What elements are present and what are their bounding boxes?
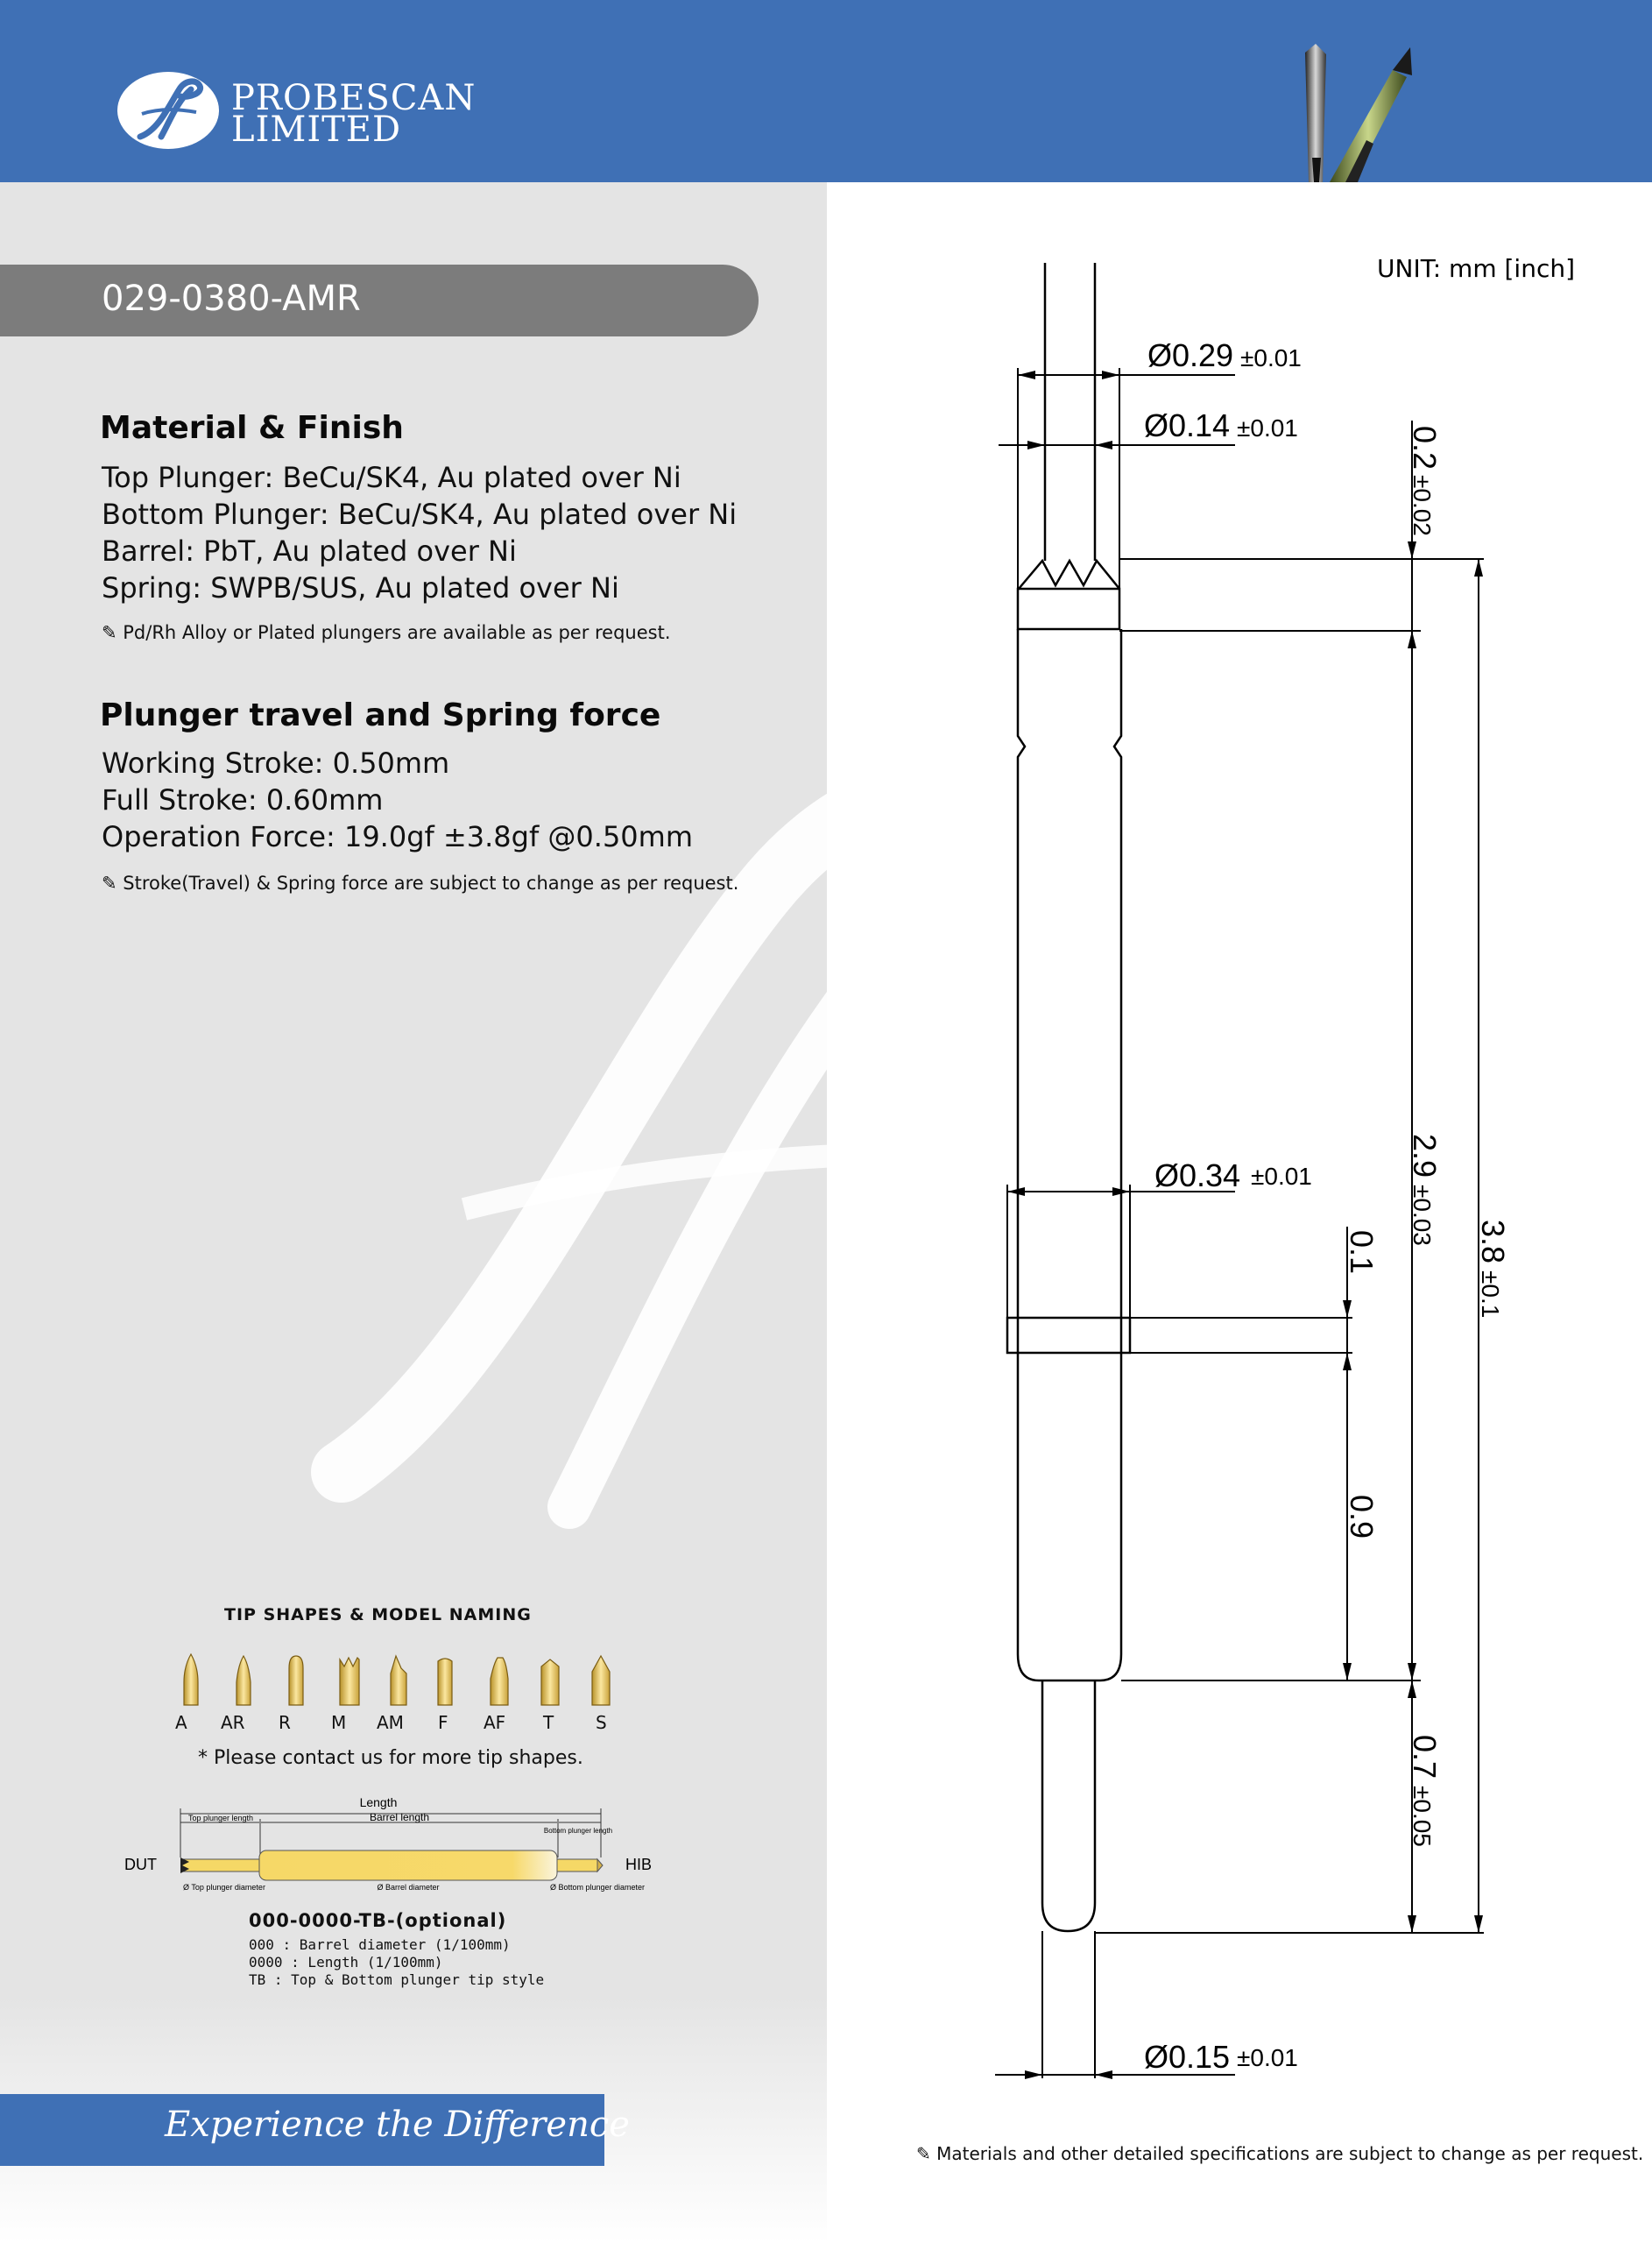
tip-label: AR	[221, 1712, 245, 1733]
company-name-line2: LIMITED	[231, 110, 402, 150]
tip-label: R	[279, 1712, 291, 1733]
footer-note: ✎ Materials and other detailed specifications are subject to change as per request.	[916, 2143, 1644, 2164]
company-name	[231, 78, 477, 150]
tip-f-icon	[438, 1659, 452, 1705]
tip-ar-icon	[237, 1656, 251, 1705]
unit-label: UNIT: mm [inch]	[1377, 254, 1576, 283]
tip-af-icon	[491, 1658, 508, 1705]
dim-total-length-value: 3.8	[1475, 1220, 1511, 1264]
material-title: Material & Finish	[100, 410, 404, 446]
dim-d4-tol: ±0.01	[1237, 2044, 1298, 2071]
tip-label: AM	[377, 1712, 404, 1733]
company-name-line1: PROBESCAN	[231, 78, 477, 118]
tip-r-icon	[289, 1656, 303, 1705]
tip-label: F	[438, 1712, 448, 1733]
travel-note: ✎ Stroke(Travel) & Spring force are subject to change as per request.	[102, 873, 739, 894]
tip-shapes-note: * Please contact us for more tip shapes.	[198, 1747, 583, 1769]
tip-label: S	[596, 1712, 607, 1733]
tip-m-icon	[340, 1658, 359, 1705]
probescan-logo-icon	[116, 68, 221, 152]
model-code-line: 0000 : Length (1/100mm)	[249, 1954, 443, 1971]
material-note: ✎ Pd/Rh Alloy or Plated plungers are available as per request.	[102, 622, 671, 643]
naming-top-length-label: Top plunger length	[187, 1814, 254, 1822]
header-banner	[0, 0, 1652, 182]
material-line: Spring: SWPB/SUS, Au plated over Ni	[102, 571, 619, 605]
dim-tip-length-value: 0.2	[1407, 426, 1443, 471]
tip-shapes-title: TIP SHAPES & MODEL NAMING	[224, 1605, 532, 1624]
tip-s-icon	[592, 1656, 610, 1705]
dim-ring-value: 0.1	[1344, 1230, 1380, 1275]
tip-label: A	[175, 1712, 187, 1733]
naming-top-diameter-label: Ø Top plunger diameter	[183, 1883, 265, 1892]
probe-pins-photo	[1261, 35, 1463, 182]
tip-a-icon	[184, 1654, 198, 1705]
travel-line: Full Stroke: 0.60mm	[102, 783, 384, 817]
model-code-line: TB : Top & Bottom plunger tip style	[249, 1971, 545, 1988]
dim-d2-tol: ±0.01	[1237, 414, 1298, 442]
dim-d3-tol: ±0.01	[1251, 1163, 1312, 1190]
naming-hib-label: HIB	[625, 1856, 653, 1873]
naming-bottom-length-label: Bottom plunger length	[543, 1827, 613, 1835]
dim-d1-tol: ±0.01	[1240, 344, 1302, 371]
tip-label: T	[543, 1712, 554, 1733]
naming-length-label: Length	[359, 1795, 398, 1809]
naming-dut-label: DUT	[124, 1856, 157, 1873]
dim-bottom-plunger-tol: ±0.05	[1408, 1786, 1436, 1847]
travel-title: Plunger travel and Spring force	[100, 697, 661, 733]
dim-d4-value: Ø0.15	[1144, 2039, 1231, 2075]
tip-label: AF	[484, 1712, 506, 1733]
naming-barrel-length-label: Barrel length	[369, 1811, 430, 1823]
model-code: 000-0000-TB-(optional)	[249, 1910, 507, 1931]
part-number: 029-0380-AMR	[102, 279, 361, 319]
model-code-line: 000 : Barrel diameter (1/100mm)	[249, 1936, 511, 1953]
tip-am-icon	[391, 1656, 406, 1705]
probe-drawing	[827, 182, 1652, 2243]
dim-barrel-length-tol: ±0.03	[1408, 1185, 1436, 1246]
dim-tip-length-tol: ±0.02	[1408, 475, 1436, 536]
dim-d3-value: Ø0.34	[1154, 1157, 1241, 1193]
tip-label: M	[331, 1712, 347, 1733]
material-line: Barrel: PbT, Au plated over Ni	[102, 534, 517, 568]
dim-total-length-tol: ±0.1	[1477, 1270, 1504, 1319]
dim-lower-barrel-value: 0.9	[1344, 1495, 1380, 1539]
travel-line: Operation Force: 19.0gf ±3.8gf @0.50mm	[102, 820, 693, 853]
dim-barrel-length-value: 2.9	[1407, 1134, 1443, 1178]
naming-bottom-diameter-label: Ø Bottom plunger diameter	[549, 1883, 646, 1892]
travel-line: Working Stroke: 0.50mm	[102, 746, 450, 780]
material-line: Top Plunger: BeCu/SK4, Au plated over Ni	[102, 461, 681, 494]
model-naming-diagram	[119, 1787, 671, 1901]
dim-d2-value: Ø0.14	[1144, 407, 1231, 443]
material-line: Bottom Plunger: BeCu/SK4, Au plated over Ni	[102, 498, 738, 531]
tip-t-icon	[541, 1659, 559, 1705]
dim-bottom-plunger-value: 0.7	[1407, 1735, 1443, 1780]
slogan: Experience the Difference	[165, 2105, 630, 2145]
naming-barrel-diameter-label: Ø Barrel diameter	[377, 1883, 440, 1892]
dim-d1-value: Ø0.29	[1147, 337, 1234, 373]
